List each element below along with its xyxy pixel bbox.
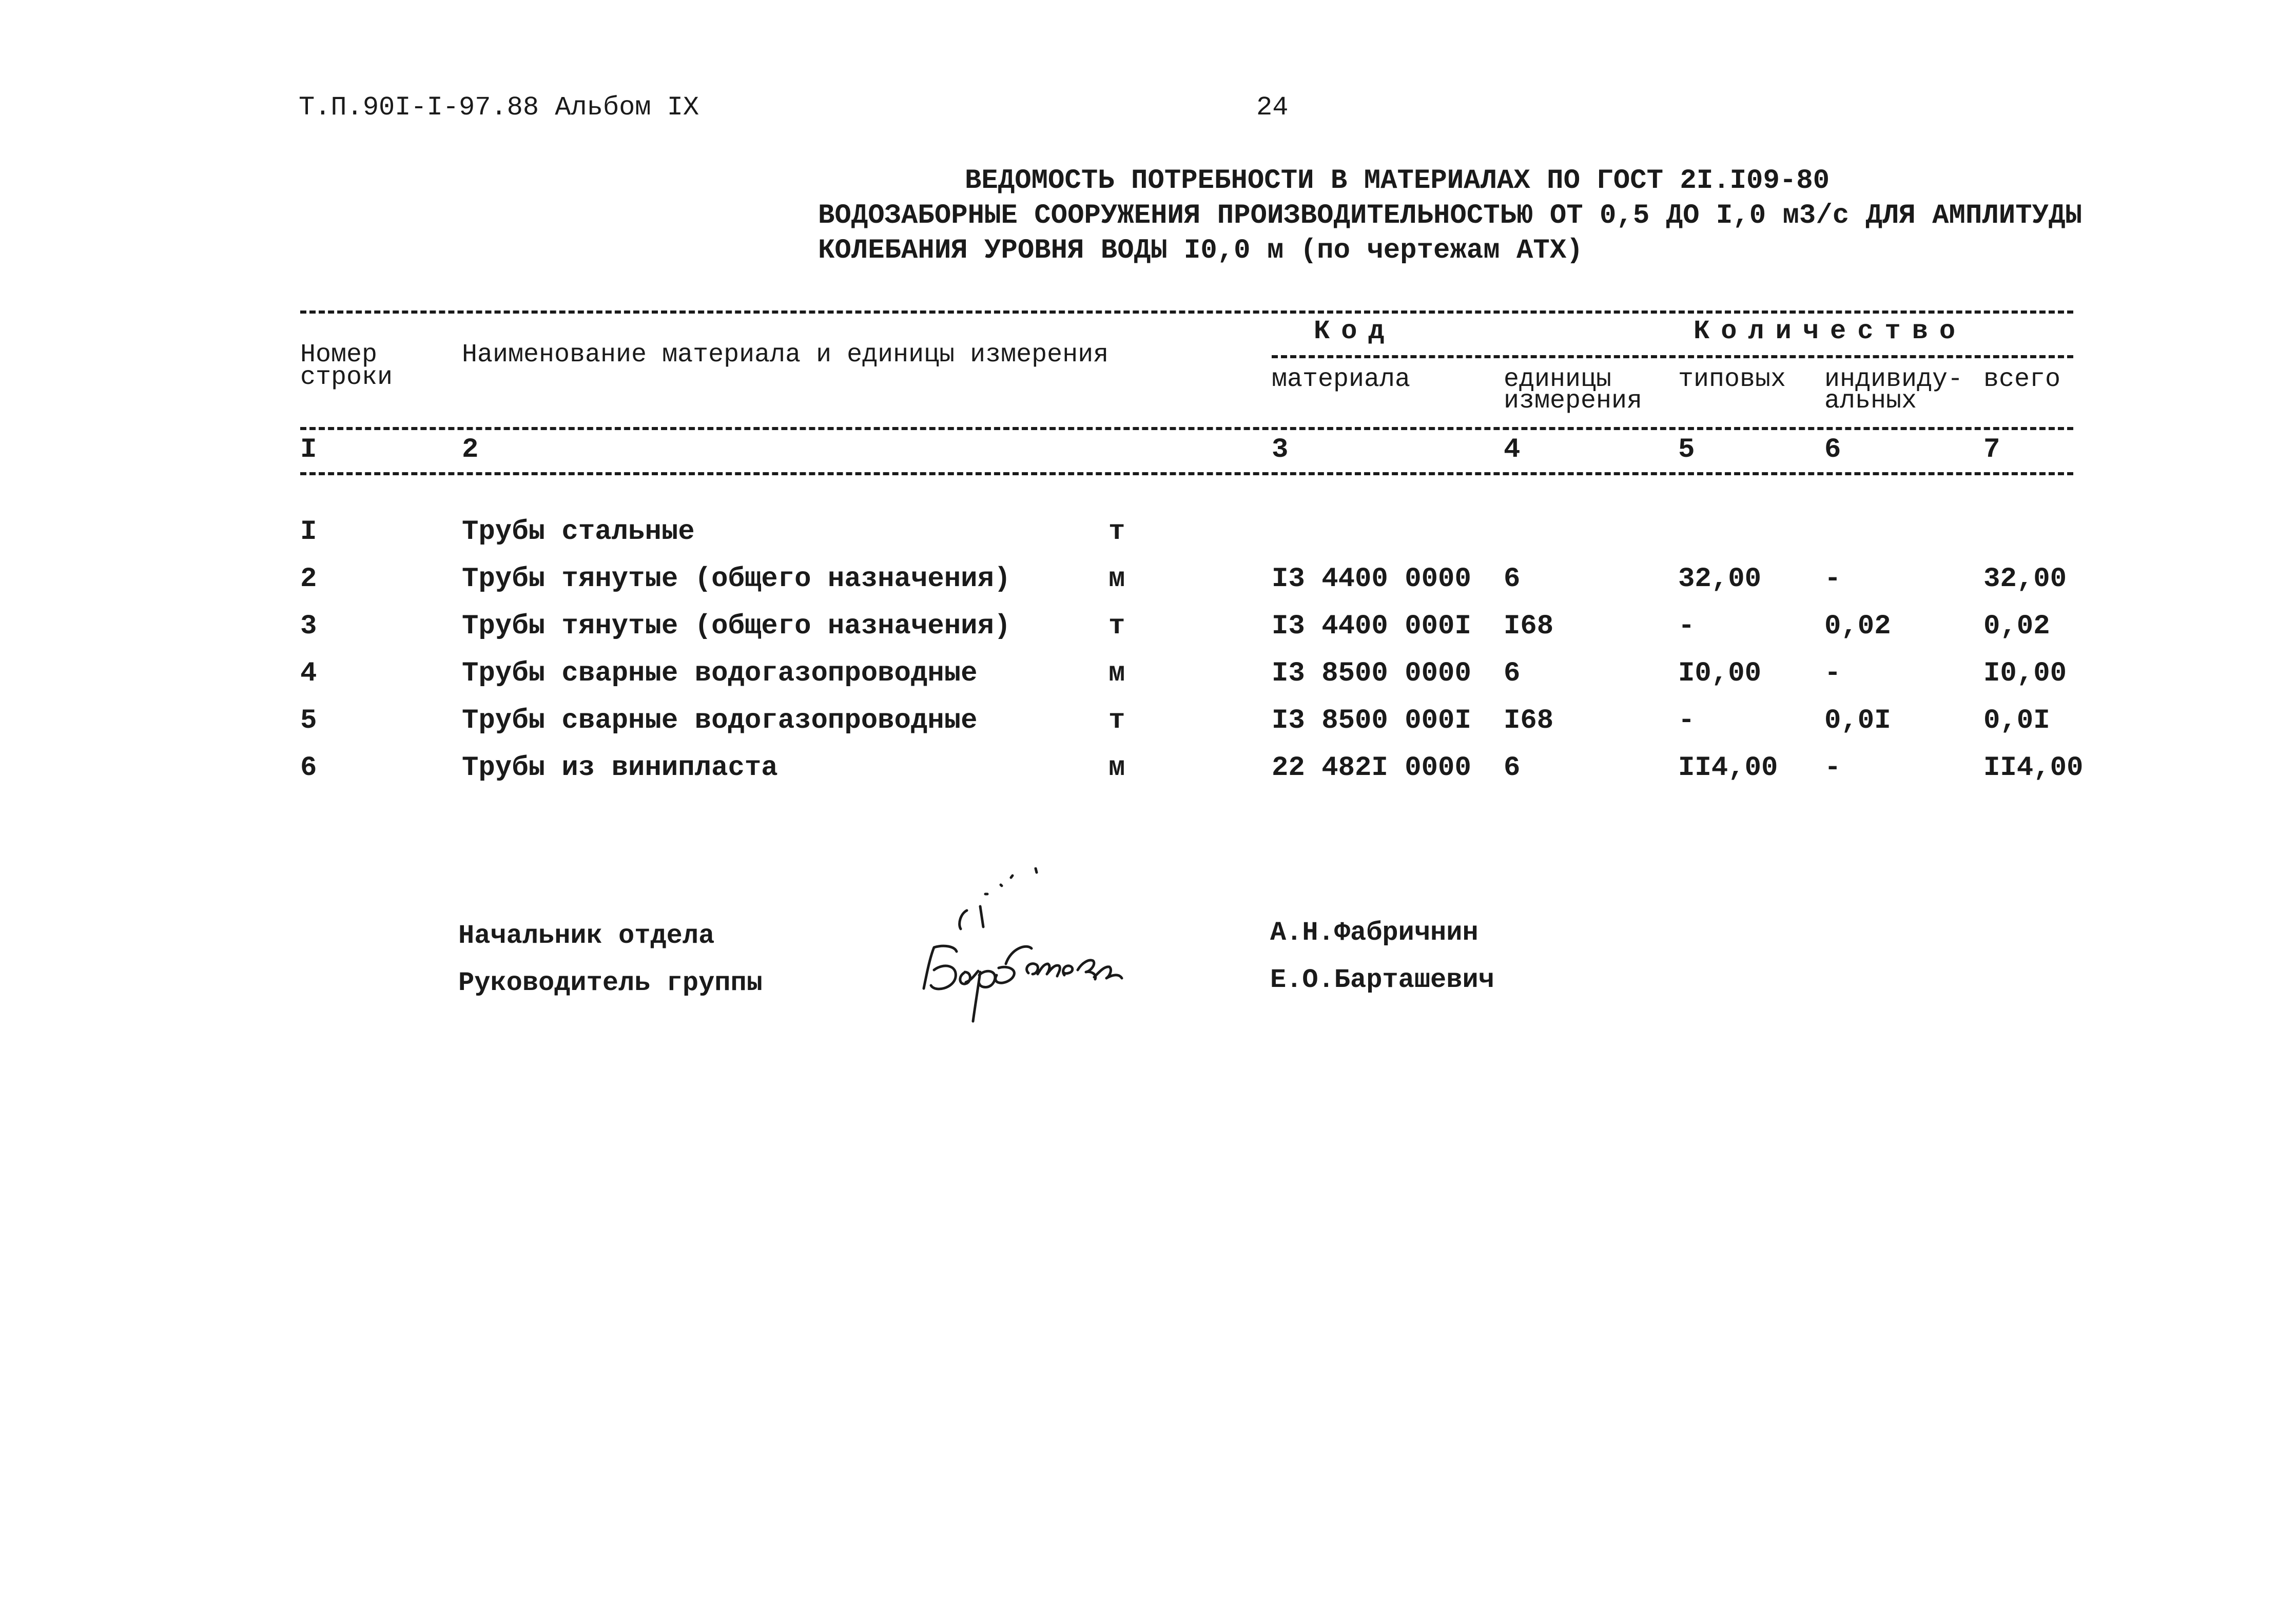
- col-number-4: 4: [1504, 434, 1521, 465]
- col-group-code: Код: [1314, 316, 1396, 346]
- row-3-unit: т: [1108, 611, 1125, 642]
- row-4-individual: -: [1824, 658, 1841, 689]
- row-2-total: 32,00: [1983, 564, 2067, 595]
- document-reference: Т.П.90I-I-97.88 Альбом IX: [299, 92, 699, 123]
- row-3-code: I3 4400 000I: [1272, 611, 1471, 642]
- row-6-code: 22 482I 0000: [1272, 752, 1471, 784]
- row-6-unit-code: 6: [1504, 752, 1521, 784]
- row-1-unit: т: [1108, 516, 1125, 548]
- row-1-number: I: [300, 516, 317, 548]
- title-line-2: ВОДОЗАБОРНЫЕ СООРУЖЕНИЯ ПРОИЗВОДИТЕЛЬНОСТЬЮ ОТ 0,5 ДО I,0 м3/с ДЛЯ АМПЛИТУДЫ: [818, 200, 2082, 231]
- header-bottom-rule: [300, 427, 2073, 430]
- row-4-number: 4: [300, 658, 317, 689]
- col-number-2: 2: [462, 434, 479, 465]
- row-4-code: I3 8500 0000: [1272, 658, 1471, 689]
- col-header-typical: типовых: [1678, 365, 1786, 394]
- signatory-name-1: А.Н.Фабричнин: [1270, 918, 1478, 948]
- column-numbers-bottom-rule: [300, 472, 2073, 475]
- row-3-number: 3: [300, 611, 317, 642]
- col-header-code-unit-2: измерения: [1504, 386, 1643, 416]
- col-number-6: 6: [1824, 434, 1841, 465]
- col-header-code-material: материала: [1272, 365, 1411, 394]
- row-6-individual: -: [1824, 752, 1841, 784]
- col-group-quantity: Количество: [1694, 316, 1967, 346]
- col-number-5: 5: [1678, 434, 1695, 465]
- title-line-3: КОЛЕБАНИЯ УРОВНЯ ВОДЫ I0,0 м (по чертежам АТХ): [818, 235, 1583, 266]
- row-6-unit: м: [1108, 752, 1125, 784]
- title-line-1: ВЕДОМОСТЬ ПОТРЕБНОСТИ В МАТЕРИАЛАХ ПО ГОСТ 2I.I09-80: [965, 165, 1830, 197]
- col-number-3: 3: [1272, 434, 1289, 465]
- row-6-total: II4,00: [1983, 752, 2084, 784]
- col-header-row-number-2: строки: [300, 363, 393, 392]
- row-4-total: I0,00: [1983, 658, 2067, 689]
- row-6-typical: II4,00: [1678, 752, 1778, 784]
- row-5-unit-code: I68: [1504, 705, 1554, 736]
- col-header-individual-2: альных: [1824, 386, 1917, 416]
- col-header-name: Наименование материала и единицы измерения: [462, 340, 1109, 370]
- row-6-number: 6: [300, 752, 317, 784]
- row-3-name: Трубы тянутые (общего назначения): [462, 611, 1011, 642]
- col-number-1: I: [300, 434, 317, 465]
- signatory-role-group-leader: Руководитель группы: [458, 968, 763, 998]
- row-2-individual: -: [1824, 564, 1841, 595]
- page-number: 24: [1256, 92, 1289, 123]
- row-2-unit-code: 6: [1504, 564, 1521, 595]
- col-number-7: 7: [1983, 434, 2000, 465]
- subheader-rule: [1272, 355, 2073, 358]
- row-2-code: I3 4400 0000: [1272, 564, 1471, 595]
- row-5-code: I3 8500 000I: [1272, 705, 1471, 736]
- row-6-name: Трубы из винипласта: [462, 752, 778, 784]
- row-4-typical: I0,00: [1678, 658, 1762, 689]
- row-4-unit: м: [1108, 658, 1125, 689]
- row-5-name: Трубы сварные водогазопроводные: [462, 705, 978, 736]
- row-3-individual: 0,02: [1824, 611, 1891, 642]
- row-1-name: Трубы стальные: [462, 516, 695, 548]
- col-header-row-number-1: Номер: [300, 340, 378, 370]
- row-3-typical: -: [1678, 611, 1695, 642]
- row-5-typical: -: [1678, 705, 1695, 736]
- signatory-name-2: Е.О.Барташевич: [1270, 965, 1494, 995]
- row-2-number: 2: [300, 564, 317, 595]
- col-header-individual-1: индивиду-: [1824, 365, 1963, 394]
- signatory-role-head-of-department: Начальник отдела: [458, 921, 715, 951]
- row-5-unit: т: [1108, 705, 1125, 736]
- row-4-unit-code: 6: [1504, 658, 1521, 689]
- row-3-total: 0,02: [1983, 611, 2050, 642]
- row-3-unit-code: I68: [1504, 611, 1554, 642]
- row-4-name: Трубы сварные водогазопроводные: [462, 658, 978, 689]
- row-5-individual: 0,0I: [1824, 705, 1891, 736]
- row-2-name: Трубы тянутые (общего назначения): [462, 564, 1011, 595]
- row-2-typical: 32,00: [1678, 564, 1762, 595]
- col-header-total: всего: [1983, 365, 2061, 394]
- table-top-rule: [300, 310, 2073, 314]
- row-5-total: 0,0I: [1983, 705, 2050, 736]
- handwritten-signature: [903, 867, 1129, 1037]
- row-5-number: 5: [300, 705, 317, 736]
- col-header-code-unit-1: единицы: [1504, 365, 1612, 394]
- row-2-unit: м: [1108, 564, 1125, 595]
